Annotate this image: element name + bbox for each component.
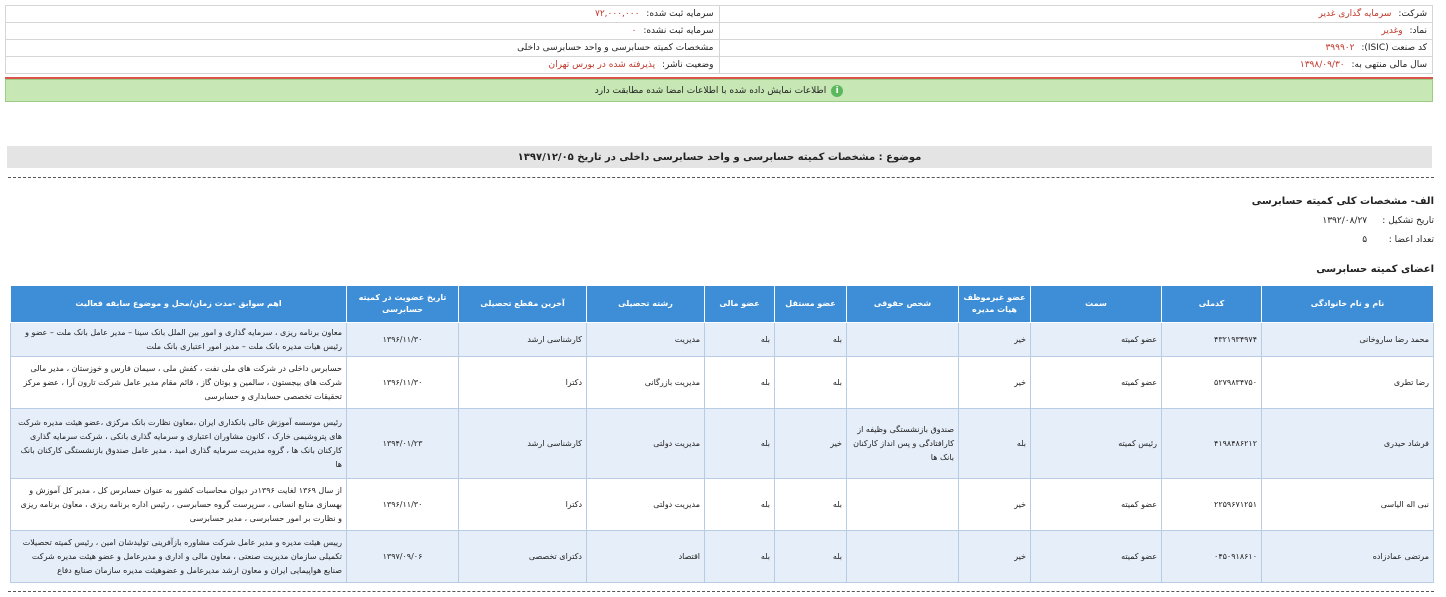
section-a-title: الف- مشخصات کلی کمیته حسابرسی xyxy=(1251,196,1434,207)
info-cell-left xyxy=(6,6,720,23)
cell-national-id: ۵۲۷۹۸۳۴۷۵۰ xyxy=(1162,357,1262,409)
cell-membership-date: ۱۳۹۶/۱۱/۳۰ xyxy=(347,357,459,409)
cell-degree: دکترا xyxy=(459,357,587,409)
verification-notice xyxy=(5,79,1433,102)
info-cell-left xyxy=(6,40,720,57)
cell-name: فرشاد حیدری xyxy=(1262,409,1434,479)
cell-independent: بله xyxy=(775,531,847,583)
col-header-experience[interactable]: اهم سوابق -مدت زمان/محل و موضوع سابقه فعالیت xyxy=(11,286,347,323)
table-row[interactable] xyxy=(11,531,1434,583)
info-cell-right xyxy=(719,57,1433,74)
cell-membership-date: ۱۳۹۶/۱۱/۳۰ xyxy=(347,479,459,531)
cell-name: رضا تطری xyxy=(1262,357,1434,409)
subject-text: موضوع : مشخصات کمیته حسابرسی و واحد حسابرسی داخلی در تاریخ ۱۳۹۷/۱۲/۰۵ xyxy=(517,151,922,163)
col-header-membership-date[interactable]: تاریخ عضویت در کمیته حسابرسی xyxy=(347,286,459,323)
isic-value: ۳۹۹۹۰۲ xyxy=(1325,43,1355,53)
report-title-label: مشخصات کمیته حسابرسی و واحد حسابرسی داخلی xyxy=(517,43,714,53)
cell-experience: حسابرس داخلی در شرکت های ملی نفت ، کفش ملی ، سیمان فارس و خوزستان ، مدیر مالی شرکت های بیجستون ، سالمین و بوتان گاز ، قائم مقام مدیر عامل شرکت تارون آرا ، عضو مرکز تحقیقات تخصصی حسابداری و حسابرسی xyxy=(11,357,347,409)
cell-field: مدیریت xyxy=(587,323,705,357)
cell-experience: رییس هیئت مدیره و مدیر عامل شرکت مشاوره بازآفرینی تولیدشان امین ، رئیس کمیته تحصیلات تکمیلی سازمان مدیریت صنعتی ، معاون مالی و اداری و مدیرعامل و عضو هیئت مدیره شرکت صنایع هواپیمایی ایران و معاون ارشد مدیرعامل و عضوهیئت مدیره سازمان صنایع دفاع xyxy=(11,531,347,583)
isic-label: کد صنعت (ISIC): xyxy=(1361,43,1427,53)
cell-non-executive: خیر xyxy=(959,357,1031,409)
col-header-field[interactable]: رشته تحصیلی xyxy=(587,286,705,323)
formation-date-label: تاریخ تشکیل : xyxy=(1382,216,1434,226)
table-row[interactable] xyxy=(11,479,1434,531)
formation-date-row xyxy=(1322,216,1434,226)
col-header-degree[interactable]: آخرین مقطع تحصیلی xyxy=(459,286,587,323)
company-label: شرکت: xyxy=(1398,9,1427,19)
col-header-non-executive[interactable]: عضو غیرموظف هیات مدیره xyxy=(959,286,1031,323)
table-row[interactable] xyxy=(11,409,1434,479)
publisher-status-value: پذیرفته شده در بورس تهران xyxy=(548,60,656,70)
info-cell-right xyxy=(719,23,1433,40)
cell-national-id: ۴۱۹۸۴۸۶۲۱۲ xyxy=(1162,409,1262,479)
fiscal-year-label: سال مالی منتهی به: xyxy=(1351,60,1427,70)
company-info-table xyxy=(5,5,1433,74)
company-value[interactable]: سرمایه گذاری غدیر xyxy=(1318,9,1392,19)
cell-field: مدیریت دولتی xyxy=(587,409,705,479)
registered-capital-value: ۷۲,۰۰۰,۰۰۰ xyxy=(595,9,640,19)
info-cell-left xyxy=(6,23,720,40)
symbol-label: نماد: xyxy=(1409,26,1427,36)
cell-position: عضو کمیته xyxy=(1031,531,1162,583)
cell-legal-entity: صندوق بازنشستگی وظیفه از کارافتادگی و پس انداز کارکنان بانک ها xyxy=(847,409,959,479)
cell-membership-date: ۱۳۹۴/۰۱/۲۳ xyxy=(347,409,459,479)
cell-legal-entity xyxy=(847,531,959,583)
col-header-legal-entity[interactable]: شخص حقوقی xyxy=(847,286,959,323)
info-icon: i xyxy=(831,85,843,97)
cell-independent: بله xyxy=(775,357,847,409)
member-count-row xyxy=(1362,235,1434,245)
cell-independent: خیر xyxy=(775,409,847,479)
cell-national-id: ۴۳۲۱۹۳۴۹۷۴ xyxy=(1162,323,1262,357)
cell-legal-entity xyxy=(847,357,959,409)
cell-position: عضو کمیته xyxy=(1031,479,1162,531)
formation-date-value: ۱۳۹۲/۰۸/۲۷ xyxy=(1322,216,1368,226)
cell-financial: بله xyxy=(705,409,775,479)
cell-financial: بله xyxy=(705,479,775,531)
cell-name: نبی اله الیاسی xyxy=(1262,479,1434,531)
registered-capital-label: سرمایه ثبت شده: xyxy=(646,9,714,19)
info-cell-right xyxy=(719,6,1433,23)
dashed-divider xyxy=(8,177,1434,178)
col-header-financial[interactable]: عضو مالی xyxy=(705,286,775,323)
publisher-status-label: وضعیت ناشر: xyxy=(661,60,714,70)
col-header-independent[interactable]: عضو مستقل xyxy=(775,286,847,323)
cell-name: محمد رضا ساروخانی xyxy=(1262,323,1434,357)
table-row[interactable] xyxy=(11,357,1434,409)
cell-membership-date: ۱۳۹۷/۰۹/۰۶ xyxy=(347,531,459,583)
cell-degree: دکترای تخصصی xyxy=(459,531,587,583)
cell-degree: کارشناسی ارشد xyxy=(459,409,587,479)
cell-field: مدیریت بازرگانی xyxy=(587,357,705,409)
cell-experience: رئیس موسسه آموزش عالی بانکداری ایران ،معاون نظارت بانک مرکزی ،عضو هیئت مدیره شرکت های پتروشیمی خارک ، کانون مشاوران اعتباری و سرمایه گذاری بانکی ، شرکت سرمایه گذاری کارکنان بانک ها ، گروه مدیریت سرمایه گذاری امید ، مدیر عامل صندوق بازنشستگی کارکنان بانک ها xyxy=(11,409,347,479)
col-header-name[interactable]: نام و نام خانوادگی xyxy=(1262,286,1434,323)
unregistered-capital-value: ۰ xyxy=(631,26,637,36)
info-row xyxy=(6,6,1433,23)
info-row xyxy=(6,23,1433,40)
info-cell-right xyxy=(719,40,1433,57)
cell-financial: بله xyxy=(705,531,775,583)
symbol-value[interactable]: وغدیر xyxy=(1381,26,1403,36)
dashed-divider xyxy=(8,591,1434,592)
table-header-row xyxy=(11,286,1434,323)
cell-non-executive: خیر xyxy=(959,531,1031,583)
member-count-value: ۵ xyxy=(1362,235,1368,245)
info-row xyxy=(6,40,1433,57)
cell-degree: کارشناسی ارشد xyxy=(459,323,587,357)
cell-field: مدیریت دولتی xyxy=(587,479,705,531)
cell-non-executive: بله xyxy=(959,409,1031,479)
cell-legal-entity xyxy=(847,323,959,357)
cell-national-id: ۲۲۵۹۶۷۱۲۵۱ xyxy=(1162,479,1262,531)
notice-text: اطلاعات نمایش داده شده با اطلاعات امضا شده مطابقت دارد xyxy=(594,85,827,96)
cell-experience: از سال ۱۳۶۹ لغایت ۱۳۹۶در دیوان محاسبات کشور به عنوان حسابرس کل ، مدیر کل آموزش و بهسازی منابع انسانی ، سرپرست گروه حسابرسی ، رئیس اداره برنامه ریزی ، معاون برنامه ریزی و نظارت بر امور حسابرسی ، مدیر حسابرسی xyxy=(11,479,347,531)
cell-membership-date: ۱۳۹۶/۱۱/۳۰ xyxy=(347,323,459,357)
cell-financial: بله xyxy=(705,323,775,357)
fiscal-year-value: ۱۳۹۸/۰۹/۳۰ xyxy=(1299,60,1345,70)
cell-position: عضو کمیته xyxy=(1031,357,1162,409)
info-row xyxy=(6,57,1433,74)
cell-financial: بله xyxy=(705,357,775,409)
subject-bar xyxy=(7,146,1432,168)
col-header-national-id[interactable]: کدملی xyxy=(1162,286,1262,323)
section-b-title: اعضای کمیته حسابرسی xyxy=(1316,264,1434,275)
unregistered-capital-label: سرمایه ثبت نشده: xyxy=(643,26,714,36)
cell-name: مرتضی عمادزاده xyxy=(1262,531,1434,583)
member-count-label: تعداد اعضا : xyxy=(1388,235,1434,245)
table-row[interactable] xyxy=(11,323,1434,357)
cell-national-id: ۰۴۵۰۹۱۸۶۱۰ xyxy=(1162,531,1262,583)
cell-independent: بله xyxy=(775,479,847,531)
col-header-position[interactable]: سمت xyxy=(1031,286,1162,323)
cell-position: عضو کمیته xyxy=(1031,323,1162,357)
cell-degree: دکترا xyxy=(459,479,587,531)
cell-position: رئیس کمیته xyxy=(1031,409,1162,479)
cell-experience: معاون برنامه ریزی ، سرمایه گذاری و امور بین الملل بانک سینا – مدیر عامل بانک ملت – عضو و رئیس هیات مدیره بانک ملت – مدیر امور اعتباری بانک ملت xyxy=(11,323,347,357)
cell-legal-entity xyxy=(847,479,959,531)
cell-independent: بله xyxy=(775,323,847,357)
cell-non-executive: خیر xyxy=(959,479,1031,531)
members-table xyxy=(10,285,1434,583)
info-cell-left xyxy=(6,57,720,74)
cell-field: اقتصاد xyxy=(587,531,705,583)
cell-non-executive: خیر xyxy=(959,323,1031,357)
